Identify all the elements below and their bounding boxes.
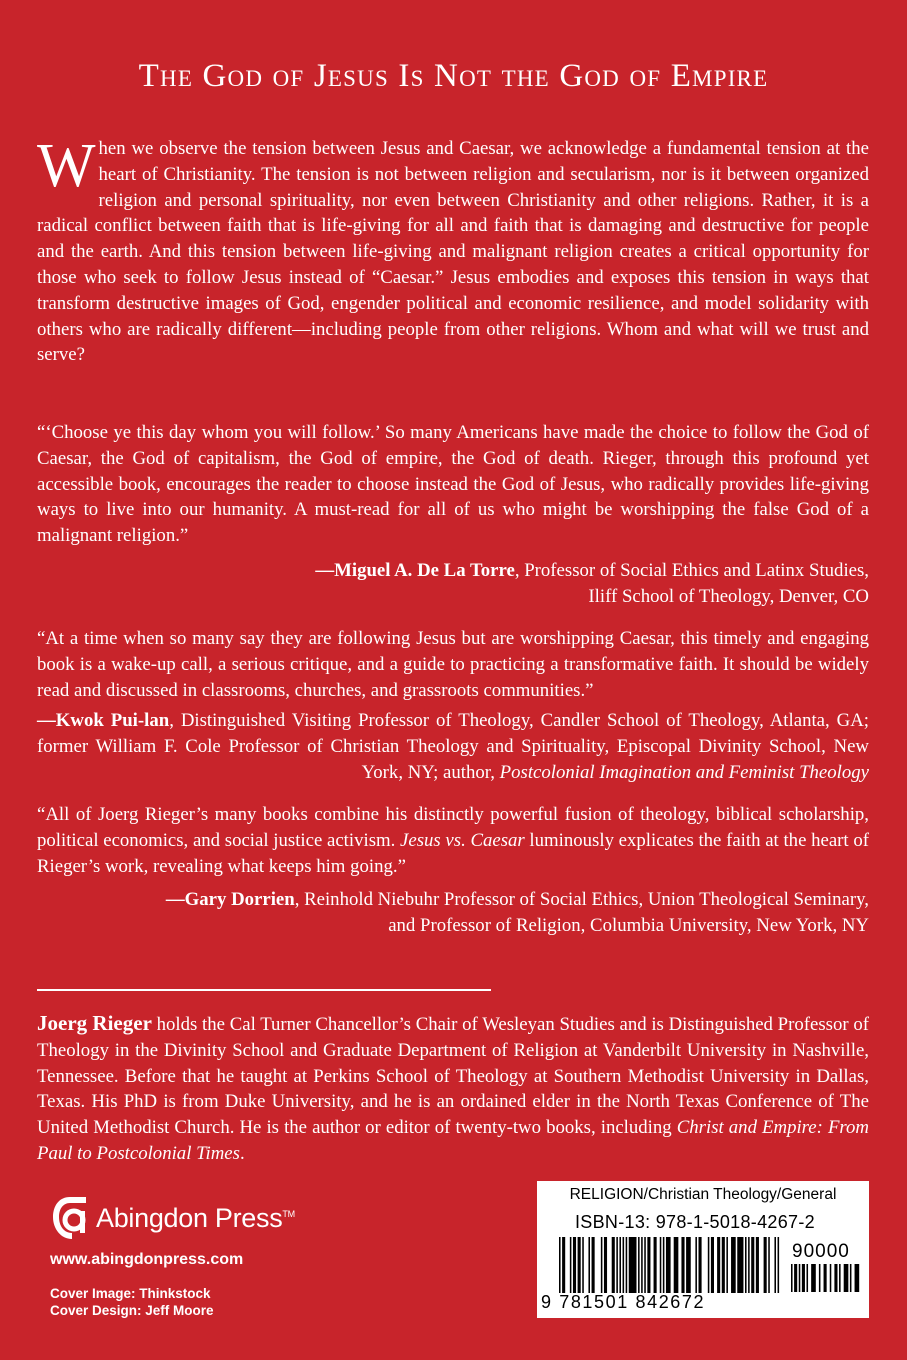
endorser-role-2: , Distinguished Visiting Professor of Theology, Candler School of Theology, Atlanta, GA; former William F. Cole Professor of Christian Theology and Spirituality, Episcopal Divinity School, New York, NY; author, bbox=[37, 710, 869, 783]
drop-cap: W bbox=[37, 132, 96, 200]
endorsement-attribution-3 bbox=[37, 887, 869, 939]
barcode-bar bbox=[601, 1237, 603, 1293]
bio-end: . bbox=[239, 1142, 245, 1164]
quote-3-start: “All of Joerg Rieger’s many books combine his distinctly powerful fusion of theology, biblical scholarship, political economics, and social justice activism. bbox=[37, 804, 869, 851]
isbn-barcode-box bbox=[537, 1181, 869, 1318]
cover-credits bbox=[50, 1285, 330, 1319]
barcode-bar bbox=[616, 1237, 618, 1293]
endorser-role-1a: , Professor of Social Ethics and Latinx Studies, bbox=[514, 560, 869, 581]
back-cover-title: The God of Jesus Is Not the God of Empire bbox=[138, 58, 769, 94]
barcode-bar bbox=[660, 1237, 662, 1293]
barcode-bar bbox=[666, 1237, 671, 1293]
author-name: Joerg Rieger bbox=[37, 1011, 152, 1035]
endorser-book-2: Postcolonial Imagination and Feminist Theology bbox=[499, 761, 869, 783]
barcode-bar bbox=[686, 1237, 691, 1293]
endorsement-attribution-1 bbox=[37, 558, 869, 610]
barcode-bar bbox=[588, 1237, 590, 1293]
barcode-bar bbox=[748, 1237, 750, 1293]
barcode-bar bbox=[756, 1237, 759, 1293]
barcode-bar bbox=[774, 1237, 776, 1293]
intro-paragraph bbox=[37, 132, 869, 368]
barcode-bar bbox=[764, 1237, 767, 1293]
author-bio bbox=[37, 1011, 869, 1167]
ean-barcode bbox=[559, 1237, 783, 1295]
barcode-bar bbox=[623, 1237, 625, 1293]
quote-3-book: Jesus vs. Caesar bbox=[400, 829, 525, 851]
barcode-bar bbox=[573, 1237, 576, 1293]
barcode-bar bbox=[850, 1264, 852, 1292]
barcode-bar bbox=[629, 1237, 637, 1293]
barcode-bar bbox=[844, 1264, 849, 1292]
publisher-logo bbox=[50, 1195, 330, 1241]
cover-image-credit: Cover Image: Thinkstock bbox=[50, 1286, 211, 1301]
barcode-bar bbox=[559, 1237, 561, 1293]
barcode-bar bbox=[799, 1264, 801, 1292]
intro-text: hen we observe the tension between Jesus and Caesar, we acknowledge a fundamental tension at the heart of Christianity. The tension is not between religion and secularism, nor is it between organized religion and personal spirituality, nor even between Christianity and other religions. Rather, it is a radical conflict between faith that is life-giving for all and faith that is damaging and destructive for people and the earth. And this tension between life-giving and malignant religion creates a critical opportunity for those who seek to follow Jesus instead of “Caesar.” Jesus embodies and exposes this tension in ways that transform destructive images of God, engender political and economic resilience, and model solidarity with others who are radically different—including people from other religions. Whom and what will we trust and serve? bbox=[37, 138, 869, 366]
barcode-bar bbox=[834, 1264, 837, 1292]
barcode-bar bbox=[745, 1237, 747, 1293]
endorsement-quote-1: “‘Choose ye this day whom you will follow.’ So many Americans have made the choice to follow the God of Caesar, the God of capitalism, the God of empire, the God of death. Rieger, through this profound yet accessible book, encourages the reader to choose instead the God of Jesus, who radically provides life-giving ways to live into our humanity. A must-read for all of us who might be worshipping the false God of a malignant religion.” bbox=[37, 422, 869, 547]
barcode-bar bbox=[717, 1237, 720, 1293]
barcode-bar bbox=[663, 1237, 665, 1293]
barcode-bar bbox=[674, 1237, 679, 1293]
endorser-name-2: —Kwok Pui-lan bbox=[37, 710, 170, 731]
barcode-bar bbox=[681, 1237, 684, 1293]
barcode-bar bbox=[830, 1264, 832, 1292]
barcode-bar bbox=[641, 1237, 643, 1293]
publisher-name: Abingdon Press™ bbox=[96, 1202, 295, 1233]
barcode-bar bbox=[644, 1237, 646, 1293]
barcode-bar bbox=[604, 1237, 607, 1293]
barcode-bar bbox=[819, 1264, 821, 1292]
barcode-bar bbox=[778, 1237, 780, 1293]
barcode-bar bbox=[807, 1264, 809, 1292]
endorsement-attribution-2 bbox=[37, 708, 869, 785]
cover-design-credit: Cover Design: Jeff Moore bbox=[50, 1303, 214, 1318]
endorser-name-1: —Miguel A. De La Torre bbox=[315, 560, 515, 581]
endorser-role-1b: Iliff School of Theology, Denver, CO bbox=[588, 585, 869, 607]
barcode-bar bbox=[811, 1264, 816, 1292]
bio-text: holds the Cal Turner Chancellor’s Chair of Wesleyan Studies and is Distinguished Professor of Theology in the Divinity School and Graduate Department of Religion at Vanderbilt University in Nashville, Tennessee. Before that he taught at Perkins School of Theology at Southern Methodist University in Dallas, Texas. His PhD is from Duke University, and he is an ordained elder in the North Texas Conference of The United Methodist Church. He is the author or editor of twenty-two books, including bbox=[37, 1014, 869, 1139]
barcode-bar bbox=[839, 1264, 841, 1292]
publisher-url: www.abingdonpress.com bbox=[50, 1251, 244, 1268]
barcode-bar bbox=[855, 1264, 860, 1292]
barcode-bar bbox=[578, 1237, 581, 1293]
barcode-bar bbox=[791, 1264, 793, 1292]
barcode-bar bbox=[699, 1237, 702, 1293]
barcode-bar bbox=[626, 1237, 628, 1293]
barcode-bar bbox=[824, 1264, 827, 1292]
section-divider bbox=[37, 989, 491, 991]
barcode-bar bbox=[802, 1264, 805, 1292]
quote-3-end: luminously explicates the faith at the heart of Rieger’s work, revealing what keeps him going.” bbox=[37, 829, 869, 877]
barcode-digits: 9 781501 842672 bbox=[541, 1292, 706, 1312]
barcode-bar bbox=[722, 1237, 725, 1293]
barcode-bar bbox=[638, 1237, 640, 1293]
abingdon-a-logo-icon bbox=[50, 1195, 90, 1241]
barcode-bar bbox=[768, 1237, 770, 1293]
barcode-bar bbox=[711, 1237, 714, 1293]
endorsement-quote-3 bbox=[37, 802, 869, 879]
barcode-bar bbox=[570, 1237, 572, 1293]
barcode-bar bbox=[708, 1237, 710, 1293]
publisher-block bbox=[50, 1195, 330, 1319]
endorser-role-3a: , Reinhold Niebuhr Professor of Social Ethics, Union Theological Seminary, bbox=[294, 889, 869, 910]
barcode-bar bbox=[731, 1237, 736, 1293]
barcode-bar bbox=[794, 1264, 797, 1292]
bio-book: Christ and Empire: From Paul to Postcolonial Times bbox=[37, 1117, 869, 1164]
barcode-bar bbox=[562, 1237, 565, 1293]
bisac-category: RELIGION/Christian Theology/General bbox=[569, 1186, 837, 1203]
endorser-role-3b: and Professor of Religion, Columbia University, New York, NY bbox=[388, 914, 869, 936]
price-code: 90000 bbox=[792, 1241, 850, 1262]
barcode-bar bbox=[726, 1237, 728, 1293]
barcode-bar bbox=[654, 1237, 657, 1293]
endorsement-quote-2: “At a time when so many say they are following Jesus but are worshipping Caesar, this timely and engaging book is a wake-up call, a serious critique, and a guide to practicing a transformative faith. It should be widely read and discussed in classrooms, churches, and grassroots communities.” bbox=[37, 628, 869, 701]
isbn-number: ISBN-13: 978-1-5018-4267-2 bbox=[575, 1212, 815, 1232]
trademark-mark: TM bbox=[282, 1208, 295, 1219]
price-addon-barcode bbox=[791, 1264, 861, 1312]
endorser-name-3: —Gary Dorrien bbox=[165, 889, 295, 910]
barcode-bar bbox=[751, 1237, 754, 1293]
barcode-bar bbox=[612, 1237, 615, 1293]
barcode-bar bbox=[619, 1237, 621, 1293]
barcode-bar bbox=[695, 1237, 697, 1293]
barcode-bar bbox=[592, 1237, 595, 1293]
barcode-bar bbox=[737, 1237, 743, 1293]
barcode-bar bbox=[647, 1237, 650, 1293]
barcode-bar bbox=[582, 1237, 584, 1293]
